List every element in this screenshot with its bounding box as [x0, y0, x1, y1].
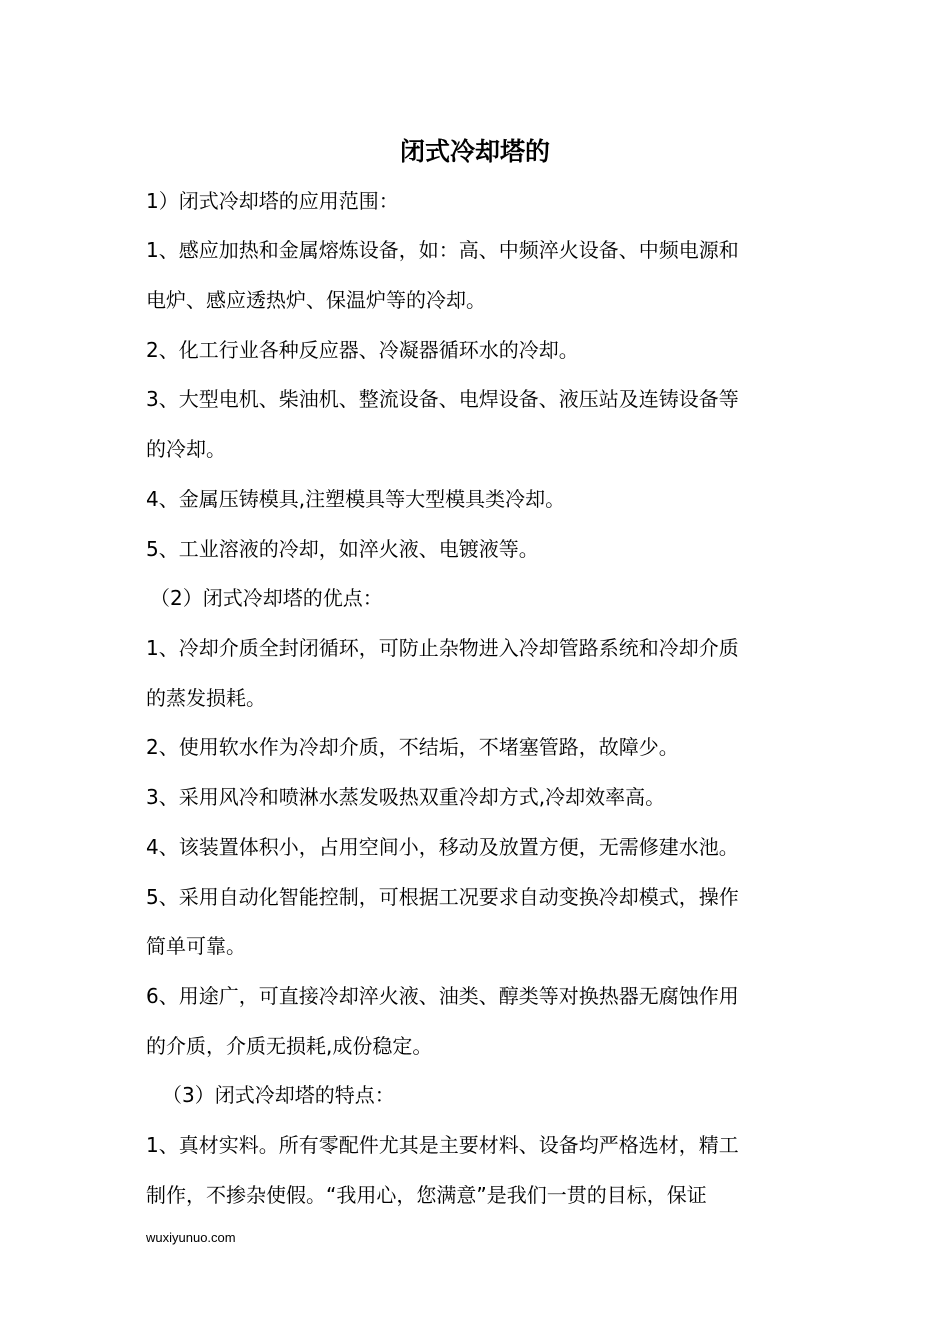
- text-line: 1、感应加热和金属熔炼设备，如：高、中频淬火设备、中频电源和: [146, 238, 739, 262]
- text-line: 1、真材实料。所有零配件尤其是主要材料、设备均严格选材，精工: [146, 1133, 739, 1157]
- text-line: 2、使用软水作为冷却介质，不结垢，不堵塞管路，故障少。: [146, 735, 679, 759]
- text-line: 简单可靠。: [146, 934, 246, 958]
- text-line: 2、化工行业各种反应器、冷凝器循环水的冷却。: [146, 338, 579, 362]
- text-line: 3、采用风冷和喷淋水蒸发吸热双重冷却方式,冷却效率高。: [146, 785, 666, 809]
- document-title: 闭式冷却塔的: [399, 137, 550, 166]
- text-line: 3、大型电机、柴油机、整流设备、电焊设备、液压站及连铸设备等: [146, 387, 739, 411]
- text-line: 5、工业溶液的冷却，如淬火液、电镀液等。: [146, 537, 539, 561]
- text-line: 4、金属压铸模具,注塑模具等大型模具类冷却。: [146, 487, 566, 511]
- section-heading: （3）闭式冷却塔的特点：: [162, 1083, 395, 1107]
- section-heading: （2）闭式冷却塔的优点：: [150, 586, 383, 610]
- text-line: 1）闭式冷却塔的应用范围：: [146, 189, 399, 213]
- text-line: 4、该装置体积小，占用空间小，移动及放置方便，无需修建水池。: [146, 835, 739, 859]
- text-line: 的冷却。: [146, 437, 226, 461]
- text-line: 1、冷却介质全封闭循环，可防止杂物进入冷却管路系统和冷却介质: [146, 636, 739, 660]
- text-line: 6、用途广，可直接冷却淬火液、油类、醇类等对换热器无腐蚀作用: [146, 984, 739, 1008]
- text-line: 电炉、感应透热炉、保温炉等的冷却。: [146, 288, 486, 312]
- text-line: 的蒸发损耗。: [146, 686, 266, 710]
- footer-url: wuxiyunuo.com: [146, 1230, 236, 1245]
- text-line: 制作，不掺杂使假。“我用心，您满意”是我们一贯的目标，保证: [146, 1183, 707, 1207]
- text-line: 的介质，介质无损耗,成份稳定。: [146, 1034, 433, 1058]
- text-line: 5、采用自动化智能控制，可根据工况要求自动变换冷却模式，操作: [146, 885, 739, 909]
